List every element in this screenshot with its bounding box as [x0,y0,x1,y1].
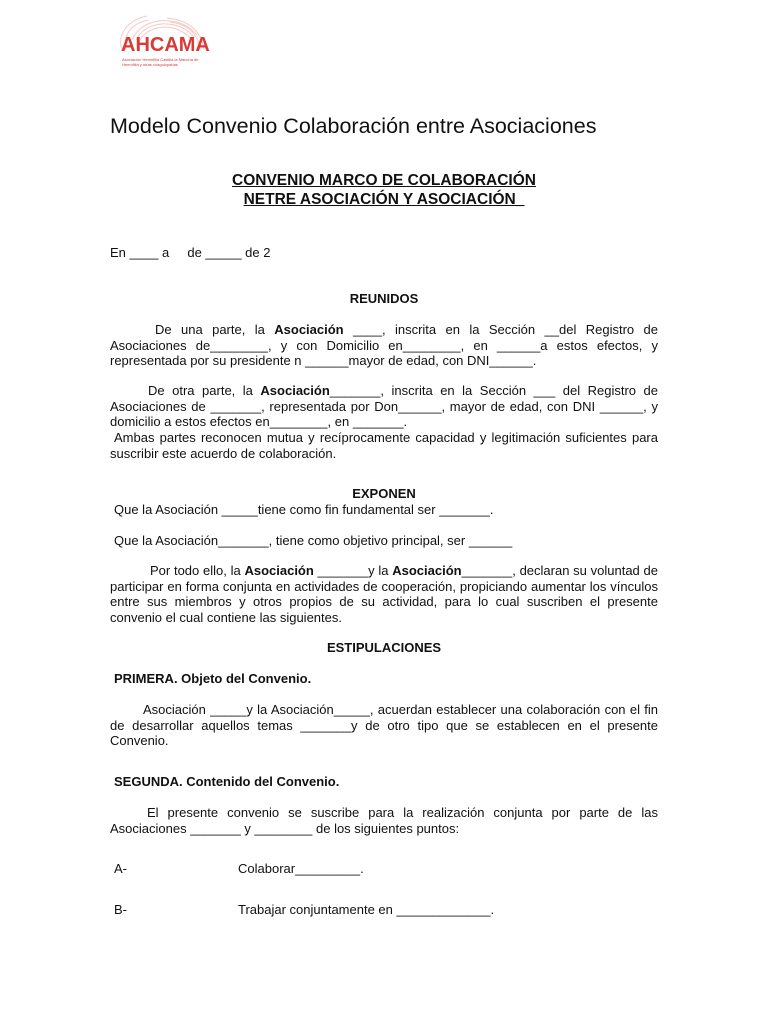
reunidos-paragraph-3: Ambas partes reconocen mutua y recíprocamente capacidad y legitimación suficientes para suscribir este acuerdo de colaboración. [110,430,658,461]
exponen-paragraph: Por todo ello, la Asociación _______y la Asociación_______, declaran su voluntad de participar en forma conjunta en actividades de cooperación, propiciando aumentar los vínculos entre sus miembros y otros propios de su actividad, para lo cual suscriben el presente convenio el cual contiene las siguientes. [110,563,658,625]
logo-brand-text: AHCAMA [121,34,210,56]
estipulaciones-heading: ESTIPULACIONES [326,640,442,655]
item-a-text: Colaborar_________. [238,861,364,876]
convenio-title-line-1: CONVENIO MARCO DE COLABORACIÓN [232,172,536,189]
primera-text: Asociación _____y la Asociación_____, acuerdan establecer una colaboración con el fin de desarrollar aquellos temas _______y de otro tipo que se establecen en el presente Convenio. [110,702,658,748]
document-title: Modelo Convenio Colaboración entre Asociaciones [110,114,597,138]
logo-tagline: Asociación Hemofilia Castilla la Mancha de Hemofilia y otras coagulopatías [122,57,199,67]
convenio-title-line-2: NETRE ASOCIACIÓN Y ASOCIACIÓN_ [243,191,525,208]
primera-title: PRIMERA. Objeto del Convenio. [114,671,312,686]
item-a-label: A- [114,861,127,876]
reunidos-heading: REUNIDOS [349,291,419,306]
exponen-line-1: Que la Asociación _____tiene como fin fundamental ser _______. [114,502,494,517]
exponen-line-2: Que la Asociación_______, tiene como objetivo principal, ser ______ [114,533,513,548]
reunidos-paragraph-1: De una parte, la Asociación ____, inscrita en la Sección __del Registro de Asociaciones de________, y con Domicilio en________, en ______a estos efectos, y representada por su presidente n ______mayor de edad, con DNI______. [110,322,659,368]
segunda-text: El presente convenio se suscribe para la realización conjunta por parte de las Asociaciones _______ y ________ de los siguientes puntos: [110,805,658,836]
item-b-label: B- [114,902,127,917]
item-b-text: Trabajar conjuntamente en _____________. [238,902,495,917]
exponen-heading: EXPONEN [352,486,416,501]
ahcama-logo [112,10,210,76]
segunda-title: SEGUNDA. Contenido del Convenio. [114,774,340,789]
date-line: En ____ a de _____ de 2 [110,245,271,260]
reunidos-paragraph-2: De otra parte, la Asociación_______, inscrita en la Sección ___ del Registro de Asociaciones de _______, representada por Don______, mayor de edad, con DNI ______, y domicilio a estos efectos en________, en _______. [110,383,658,429]
